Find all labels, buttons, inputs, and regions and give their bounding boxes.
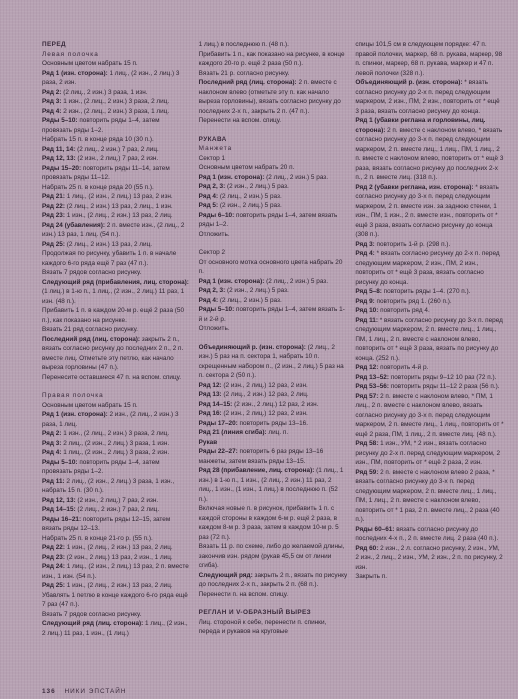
row-text: вязать согласно рисунку до последних 4-х п., 2 п. вместе лиц. 2 раза (40 п.).: [355, 525, 499, 542]
instruction-line: [42, 69, 191, 88]
row-text: 1 изн., (2 лиц., 2 изн.) 13 раз, 2 лиц.: [64, 212, 173, 219]
instruction-line: [42, 543, 191, 553]
row-text: 1 изн., УМ, * 2 изн., вязать согласно рисунку до 2-х п. перед следующим маркером, 2 изн., ПМ, повторить от * ещё 2 раза, 2 изн.: [355, 440, 501, 466]
row-text: * вязать согласно рисунку до 2-х п. перед следующим маркером, 2 изн., ПМ, 2 изн., повторить от * ещё 3 раза, вязать согласно рисунку до конца.: [355, 250, 500, 286]
row-text: Закрыть п.: [355, 573, 387, 580]
row-label: Ряд 5–8:: [355, 288, 382, 295]
instruction-line: [199, 438, 348, 448]
row-label: Ряды 6–10:: [198, 211, 235, 219]
row-text: повторить 1-й р. (298 п.).: [374, 240, 451, 248]
row-text: Перенести на вспом. спицу.: [198, 117, 282, 124]
instruction-line: [199, 419, 348, 429]
row-text: * вязать согласно рисунку до 3-х п. перед следующим маркером, 2 п. вместе изн. за заднюю стенки, 1 изн., ПМ, 1 изн., 2 п. вместе изн., повторить от * ещё 3 раза, вязать согласно рисунку до конца (308 п.).: [355, 183, 499, 238]
row-text: (2 лиц., 2 изн.) 12 раз, 2 лиц.: [221, 391, 309, 398]
instruction-line: [199, 173, 348, 183]
instruction-line: [42, 88, 191, 98]
instruction-line: [199, 381, 348, 391]
instruction-line: [42, 619, 191, 638]
row-text: 2 п. вместе с наклоном влево, * вязать согласно рисунку до 3-х п. перед следующим маркером, 2 п. вместе лиц., 1 лиц., ПМ, 1 лиц., 2 п. вместе с наклоном влево, повторить от * ещё 3 раза, вязать согласно рисунку до последних 2-х п., 2 п. вместе лиц. (318 п.).: [355, 126, 504, 181]
instruction-line: [199, 50, 348, 69]
instruction-line: [355, 439, 504, 468]
instruction-line: [199, 428, 348, 438]
row-label: Ряд 1 (изн. сторона):: [42, 411, 108, 418]
instruction-line: [42, 610, 191, 620]
row-label: Ряд 2, 3:: [198, 287, 226, 294]
row-text: 2 изн., (2 лиц., 2 изн.) 3 раза, 1 лиц.: [42, 411, 179, 428]
instruction-line: [42, 515, 191, 534]
row-label: Ряд 53–56:: [355, 383, 389, 390]
column-1: [42, 40, 191, 680]
instruction-line: [199, 409, 348, 419]
instruction-line: [42, 534, 191, 544]
instruction-line: [355, 40, 504, 78]
instruction-line: [42, 107, 191, 117]
instruction-line: [199, 154, 348, 164]
instruction-line: [42, 97, 191, 107]
instruction-line: [199, 211, 348, 230]
row-label: Ряд 24 (убавления):: [42, 221, 105, 229]
author-name: НИКИ ЭПСТАЙН: [64, 688, 127, 695]
instruction-line: [42, 401, 191, 411]
row-label: Ряд 4:: [198, 192, 219, 200]
instruction-line: [42, 553, 191, 563]
instruction-line: [355, 249, 504, 287]
row-text: (2 изн., 2 лиц.) 7 раз, 2 изн.: [75, 496, 159, 504]
row-label: Ряд 5:: [198, 202, 219, 209]
row-text: Отложить.: [198, 230, 230, 238]
row-label: Ряды 5–10:: [42, 458, 78, 466]
row-text: закрыть 2 п., вязать по рисунку до последних 2-х п., закрыть 2 п. (68 п.).: [198, 571, 348, 588]
row-label: Ряды 5–10:: [198, 306, 235, 313]
row-text: 1 изн., (2 лиц., 2 изн.) 13 раз, 2 лиц.: [64, 582, 173, 589]
row-text: (2 лиц., 2 изн.) 13 раз, 2 лиц.: [64, 240, 153, 248]
instruction-line: [42, 429, 191, 439]
instruction-line: [199, 163, 348, 173]
row-text: Вязать 7 рядов согласно рисунку.: [42, 610, 142, 618]
row-label: Ряды 60–61:: [355, 525, 395, 533]
pattern-page: [42, 40, 504, 680]
row-label: Объединяющий р. (изн. сторона):: [355, 79, 463, 86]
row-label: Ряд 4:: [42, 449, 62, 456]
row-text: (2 изн., 2 лиц.) 7 раз, 2 изн.: [75, 155, 159, 162]
row-text: повторить ряды 13–16.: [237, 419, 308, 427]
row-text: 2 лиц., (2 изн., 2 лиц.) 3 раза, 1 изн., набрать 15 п. (30 п.).: [42, 477, 175, 494]
instruction-line: [199, 258, 348, 277]
row-text: (2 изн., 2 лиц.) 5 раз.: [225, 183, 289, 190]
row-text: 1 изн., (2 лиц., 2 изн.) 3 раза, 2 лиц.: [61, 430, 170, 437]
instruction-line: [42, 145, 191, 155]
row-text: Набрать 25 п. в конце 21-го р. (55 п.).: [42, 534, 153, 542]
instruction-line: [355, 363, 504, 373]
section-subtitle: Манжета: [198, 145, 233, 152]
row-text: (2 лиц., 2 изн.) 5 раз.: [264, 173, 329, 181]
column-3: [355, 40, 504, 680]
instruction-line: [199, 230, 348, 240]
instruction-line: [42, 192, 191, 202]
instruction-line: [42, 164, 191, 183]
instruction-line: [199, 248, 348, 258]
instruction-line: [199, 201, 348, 211]
row-text: повторить ряд 4.: [378, 307, 430, 314]
row-text: Перенесите оставшиеся 47 п. на вспом. спицу.: [42, 373, 181, 381]
instruction-line: [355, 78, 504, 116]
row-text: 2 изн., 2 л. согласно рисунку, 2 изн., УМ, 2 изн., 2 лиц., 2 изн., УМ, 2 изн., 2 п. по рисунку, 2 изн.: [355, 544, 503, 571]
row-text: Убавлять 1 петлю в конце каждого 6-го ряда ещё 7 раз (47 п.).: [42, 591, 188, 608]
row-text: Набрать 15 п. в конце ряда 10 (30 п.).: [42, 136, 154, 143]
row-label: Ряд 1 (изн. сторона):: [198, 277, 265, 285]
row-label: Ряд 59:: [355, 468, 379, 476]
row-text: повторить ряд 1. (260 п.).: [374, 297, 452, 305]
row-text: 1 лиц.) в последнюю п. (48 п.).: [198, 41, 289, 48]
row-label: Ряды 17–20:: [198, 419, 238, 427]
instruction-line: [42, 562, 191, 581]
instruction-line: [199, 466, 348, 504]
row-label: Ряд 2 (убавки реглана, изн. сторона):: [355, 183, 474, 191]
instruction-line: [199, 69, 348, 79]
row-text: Вязать 21 ряд согласно рисунку.: [42, 326, 138, 333]
row-label: Ряд 13–52:: [355, 373, 389, 381]
row-label: Ряд 28 (прибавление, лиц. сторона):: [198, 467, 315, 474]
row-text: Включая новые п. в рисунок, прибавить 1 п. с каждой стороны в каждом 6-м р. ещё 2 раза, в каждом 8-м р. 3 раза, затем в каждом 10-м р. 5 раз (72 п.).: [198, 505, 339, 541]
instruction-line: [42, 183, 191, 193]
row-text: (2 изн., 2 лиц.) 12 раз, 2 изн.: [221, 381, 308, 389]
page-footer: [42, 688, 127, 696]
instruction-line: [42, 211, 191, 221]
row-text: Отложить.: [198, 325, 230, 332]
row-text: 2 п. вместе изн., (2 лиц., 2 изн.) 13 раз, 1 лиц. (54 п.).: [42, 221, 185, 238]
instruction-line: [199, 305, 348, 324]
column-2: [199, 40, 348, 680]
row-label: Ряды 5–10:: [42, 117, 78, 124]
row-label: Ряд 12, 13:: [42, 155, 76, 162]
instruction-line: [355, 525, 504, 544]
row-text: повторить 6 раз ряды 13–16 манжеты, затем вязать ряды 13–15.: [198, 448, 324, 465]
row-text: 2 п. вместе с наклоном влево (отметьте эту п. как начало выреза горловины), вязать согласно рисунку до последних 2-х п., закрыть 2 п. (47 п.).: [198, 79, 341, 115]
row-text: повторить ряды 11–12 2 раза (56 п.).: [388, 383, 500, 390]
row-text: 2 п. вместе с наклоном влево 2 раза, * вязать согласно рисунку до 3-х п. перед следующим маркером, 2 п. вместе лиц., 1 лиц., ПМ, 1 лиц., 2 п. вместе с наклоном влево, повторить от * 1 раз, 2 п. вместе лиц., 2 раза (40 п.).: [355, 468, 500, 523]
row-text: От основного мотка основного цвета набрать 20 п.: [198, 258, 343, 275]
row-text: 1 изн., (2 лиц., 2 изн.) 3 раза, 2 лиц.: [61, 98, 170, 105]
row-label: Ряд 4:: [198, 296, 219, 304]
section-subtitle: Правая полочка: [42, 392, 104, 399]
row-text: 1 лиц., (2 изн., 2 лиц.) 3 раза, 2 изн.: [42, 69, 180, 86]
row-text: Перенести п. на вспом. спицу.: [198, 590, 289, 598]
row-label: Ряд 11, 14:: [42, 145, 76, 153]
instruction-line: [42, 477, 191, 496]
instruction-line: [42, 135, 191, 145]
row-text: (2 лиц., 2 изн.) 7 раз, 2 лиц.: [75, 145, 159, 153]
row-text: (2 лиц., 2 изн.) 5 раз.: [218, 192, 282, 200]
row-text: повторить ряды 11–14, затем провязать ряды 11–12.: [42, 164, 170, 181]
row-label: Ряд 16:: [198, 410, 222, 417]
row-label: Ряды 22–27:: [198, 448, 238, 455]
instruction-line: [42, 410, 191, 429]
instruction-line: [355, 287, 504, 297]
instruction-line: [199, 400, 348, 410]
instruction-line: [42, 221, 191, 240]
instruction-line: [42, 373, 191, 383]
instruction-line: [355, 468, 504, 525]
row-text: Сектор 1: [198, 154, 226, 162]
row-label: Ряд 24:: [42, 563, 65, 570]
row-label: Ряд 2:: [42, 88, 62, 96]
row-label: Ряд 2:: [42, 430, 62, 437]
row-text: (2 лиц., 2 изн.) 5 раз.: [218, 296, 282, 304]
instruction-line: [355, 183, 504, 240]
row-label: Рукав: [198, 438, 218, 446]
instruction-line: [355, 306, 504, 316]
instruction-line: [355, 116, 504, 183]
instruction-line: [42, 458, 191, 477]
row-text: повторить ряды 9–12 10 раз (72 п.).: [388, 373, 497, 381]
row-text: Вязать 7 рядов согласно рисунку.: [42, 269, 142, 276]
row-text: Вязать 21 р. согласно рисунку.: [198, 69, 290, 77]
instruction-line: [355, 382, 504, 392]
instruction-line: [199, 447, 348, 466]
row-text: закрыть 2 п., вязать согласно рисунку до последних 2 п., 2 п. вместе лиц. Отметьте эту петлю, как начало выреза горловины (47 п.).: [42, 335, 184, 371]
instruction-line: [199, 296, 348, 306]
row-label: Следующий ряд (лиц. сторона):: [42, 620, 144, 627]
row-text: (1 лиц., 1 изн.) в 1-ю п., 1 изн., (2 лиц., 2 изн.) 11 раз, 2 лиц., 1 изн., (1 изн., 1 лиц.) в последнюю п. (52 п.).: [198, 467, 344, 503]
instruction-line: [199, 78, 348, 116]
row-label: Ряд 3:: [42, 439, 62, 447]
instruction-line: [355, 373, 504, 383]
row-text: Основным цветом набрать 15 п.: [42, 60, 138, 67]
instruction-line: [42, 116, 191, 135]
row-label: Ряд 57:: [355, 392, 379, 400]
row-label: Ряд 21 (линия сгиба):: [198, 429, 267, 436]
row-text: 2 лиц., (2 изн., 2 лиц.) 3 раза, 1 изн.: [61, 439, 170, 447]
instruction-line: [355, 240, 504, 250]
row-text: Прибавить 1 п. в каждом 20-м р. ещё 2 раза (50 п.), как показано на рисунке.: [42, 307, 185, 324]
row-label: Объединяющий р. (изн. сторона):: [198, 343, 306, 351]
instruction-line: [42, 154, 191, 164]
row-label: Ряд 11:: [42, 477, 65, 485]
instruction-line: [199, 571, 348, 590]
row-text: (2 изн., 2 лиц.) 5 раз.: [225, 287, 289, 294]
row-label: Следующий ряд (прибавления, лиц. сторона):: [42, 278, 189, 286]
row-text: (2 лиц., 2 изн.) 3 раза, 1 изн.: [61, 88, 148, 96]
row-text: (2 изн., 2 лиц.) 13 раз, 2 изн., 1 лиц.: [64, 553, 173, 561]
instruction-line: [199, 542, 348, 571]
instruction-line: [199, 390, 348, 400]
row-text: 2 изн., (2 лиц., 2 изн.) 3 раза, 1 лиц.: [61, 107, 170, 115]
row-text: (2 лиц., 2 изн.) 7 раз, 2 лиц.: [75, 506, 160, 513]
row-text: повторить ряды 1–4, затем провязать ряды 1–2.: [42, 458, 160, 475]
row-text: повторить ряды 1–4, затем провязать ряды 1–2.: [42, 117, 160, 134]
instruction-line: [199, 343, 348, 381]
row-text: Прибавить 1 п., как показано на рисунке, в конце каждого 20-го р. ещё 2 раза (50 п.).: [198, 50, 345, 67]
row-text: повторить 4-й р.: [378, 364, 429, 371]
instruction-line: [42, 581, 191, 591]
row-text: (2 лиц., 2 изн.) 5 раз на п. сектора 1, набрать 10 п. скрещенным набором п., (2 изн., 2 лиц.) 5 раз на п. сектора 2 (50 п.).: [198, 343, 344, 379]
row-label: Ряд 21:: [42, 193, 65, 200]
instruction-line: [42, 278, 191, 307]
row-label: Ряд 25:: [42, 582, 65, 589]
row-text: лиц. п.: [266, 429, 289, 436]
row-label: Ряд 1 (изн. сторона):: [198, 173, 265, 181]
instruction-line: [355, 316, 504, 364]
row-text: 2 п. вместе с наклоном влево, * ПМ, 1 лиц., 2 п. вместе с наклоном влево, вязать согласно рисунку до 3-х п. перед следующим маркером, 2 п. вместе лиц., 1 лиц., повторить от * ещё 2 раза, ПМ, 1 лиц., 2 п. вместе лиц. (48 п.).: [355, 392, 504, 438]
instruction-line: [355, 572, 504, 582]
row-text: 1 лиц., (2 изн., 2 лиц.) 3 раза, 2 изн.: [61, 449, 170, 456]
instruction-line: [355, 297, 504, 307]
instruction-line: [42, 591, 191, 610]
row-text: повторить ряды 12–15, затем вязать ряды 12–13.: [42, 515, 171, 532]
instruction-line: [199, 192, 348, 202]
row-text: 1 лиц., (2 изн., 2 лиц.) 13 раз, 2 изн.: [64, 193, 173, 200]
instruction-line: [42, 249, 191, 268]
instruction-line: [199, 590, 348, 600]
row-label: Ряд 22:: [42, 202, 65, 210]
row-label: Ряд 11:: [355, 316, 378, 324]
instruction-line: [42, 496, 191, 506]
row-text: (2 лиц., 2 изн.) 5 раз.: [264, 277, 329, 285]
row-label: Ряд 14–15:: [42, 506, 76, 513]
instruction-line: [42, 240, 191, 250]
row-text: Лиц. стороной к себе, перенести п. спинки, переда и рукавов на круговые: [198, 618, 327, 635]
row-label: Ряды 15–20:: [42, 164, 82, 172]
row-label: Последний ряд (лиц. сторона):: [198, 79, 297, 86]
instruction-line: [199, 618, 348, 637]
section-title: РЕГЛАН И V-ОБРАЗНЫЙ ВЫРЕЗ: [198, 609, 312, 616]
instruction-line: [42, 448, 191, 458]
instruction-line: [42, 202, 191, 212]
row-label: Ряд 58:: [355, 440, 379, 447]
row-text: спицы 101,5 см в следующем порядке: 47 п. правой полочки, маркер, 68 п. рукава, маркер, 98 п. спинки, маркер, 68 п. рукава, маркер и 47 п. левой полочки (328 п.).: [355, 41, 503, 77]
row-label: Ряд 1 (изн. сторона):: [42, 69, 108, 77]
row-label: Ряд 25:: [42, 240, 65, 248]
instruction-line: [199, 182, 348, 192]
instruction-line: [42, 325, 191, 335]
row-text: 1 лиц., (2 изн., 2 лиц.) 13 раз, 2 п. вместе изн., 1 изн. (54 п.).: [42, 563, 189, 580]
row-label: Следующий ряд:: [198, 571, 253, 579]
instruction-line: [42, 306, 191, 325]
row-label: Ряд 12:: [355, 364, 379, 371]
section-title: ПЕРЕД: [42, 41, 66, 48]
instruction-line: [199, 286, 348, 296]
row-text: * вязать согласно рисунку до 3-х п. перед следующим маркером, 2 п. вместе лиц., 1 лиц., ПМ, 1 лиц., 2 п. вместе с наклоном влево, повторить от * ещё 3 раза, вязать по рисунку до конца. (252 п.).: [355, 316, 503, 362]
instruction-line: [199, 504, 348, 542]
row-text: (2 изн., 2 лиц.) 5 раз.: [218, 202, 282, 209]
section-subtitle: Левая полочка: [42, 50, 99, 58]
row-label: Ряд 23:: [42, 212, 65, 219]
row-text: повторить ряды 1–4, затем вязать ряды 1–2.: [198, 211, 338, 228]
row-label: Ряды 16–21:: [42, 515, 82, 523]
row-text: Основным цветом набрать 20 п.: [198, 164, 295, 171]
row-label: Ряд 2, 3:: [198, 183, 226, 190]
row-label: Ряд 14–15:: [198, 400, 233, 408]
row-text: Вязать 11 р. по схеме, либо до желаемой длины, закончив изн. рядом (рукав 45,5 см от линии сгиба).: [198, 543, 345, 569]
row-text: Основным цветом набрать 15 п.: [42, 401, 138, 409]
row-label: Ряд 3:: [42, 98, 62, 105]
section-title: РУКАВА: [198, 135, 227, 143]
instruction-line: [42, 268, 191, 278]
row-text: повторить ряды 1–4. (270 п.).: [381, 288, 471, 295]
row-label: Ряд 13:: [198, 391, 222, 398]
row-label: Ряд 12:: [198, 381, 222, 389]
row-text: 1 лиц., (2 изн., 2 лиц.) 11 раз, 1 изн., (1 лиц.): [42, 620, 188, 637]
instruction-line: [199, 277, 348, 287]
row-label: Ряд 23:: [42, 553, 65, 561]
row-label: Ряд 12, 13:: [42, 496, 76, 504]
instruction-line: [355, 544, 504, 573]
row-text: (2 изн., 2 лиц.) 12 раз, 2 изн.: [232, 400, 319, 408]
row-text: Сектор 2: [198, 249, 226, 256]
instruction-line: [199, 324, 348, 334]
row-label: Ряд 9:: [355, 297, 375, 305]
instruction-line: [355, 392, 504, 440]
row-text: (1 лиц.) в 1-ю п., 1 лиц., (2 изн., 2 лиц.) 11 раз, 1 изн. (48 п.).: [42, 288, 185, 305]
row-text: * вязать согласно рисунку до 2-х п. перед следующим маркером, 2 изн., ПМ, 2 изн., повторить от * ещё 3 раза, вязать согласно рисунку до конца.: [355, 79, 500, 115]
row-label: Ряд 22:: [42, 544, 65, 551]
row-label: Ряд 10:: [355, 307, 379, 314]
instruction-line: [199, 40, 348, 50]
row-label: Ряд 60:: [355, 544, 379, 552]
row-text: (2 лиц., 2 изн.) 13 раз, 2 лиц., 1 изн.: [64, 202, 173, 210]
instruction-line: [42, 59, 191, 69]
row-label: Ряд 1 (убавки реглана и горловины, лиц. сторона):: [355, 117, 486, 134]
instruction-line: [42, 439, 191, 449]
instruction-line: [199, 116, 348, 126]
row-label: Ряд 3:: [355, 240, 375, 248]
row-label: Ряд 4:: [42, 107, 62, 115]
row-text: (2 изн., 2 лиц.) 12 раз, 2 изн.: [221, 410, 308, 417]
row-label: Ряд 4:: [355, 250, 375, 257]
row-label: Последний ряд (лиц. сторона):: [42, 335, 141, 343]
row-text: Продолжая по рисунку, убавить 1 п. в начале каждого 6-го ряда ещё 7 раз (47 п.).: [42, 250, 177, 267]
page-number: 136: [42, 688, 56, 695]
instruction-line: [42, 335, 191, 373]
row-text: повторить ряды 1–4, затем вязать 1-й и 2-й р.: [198, 306, 345, 323]
instruction-line: [42, 505, 191, 515]
row-text: Набрать 25 п. в конце ряда 20 (55 п.).: [42, 183, 154, 191]
row-text: 1 изн., (2 лиц., 2 изн.) 13 раз, 2 лиц.: [64, 544, 173, 551]
